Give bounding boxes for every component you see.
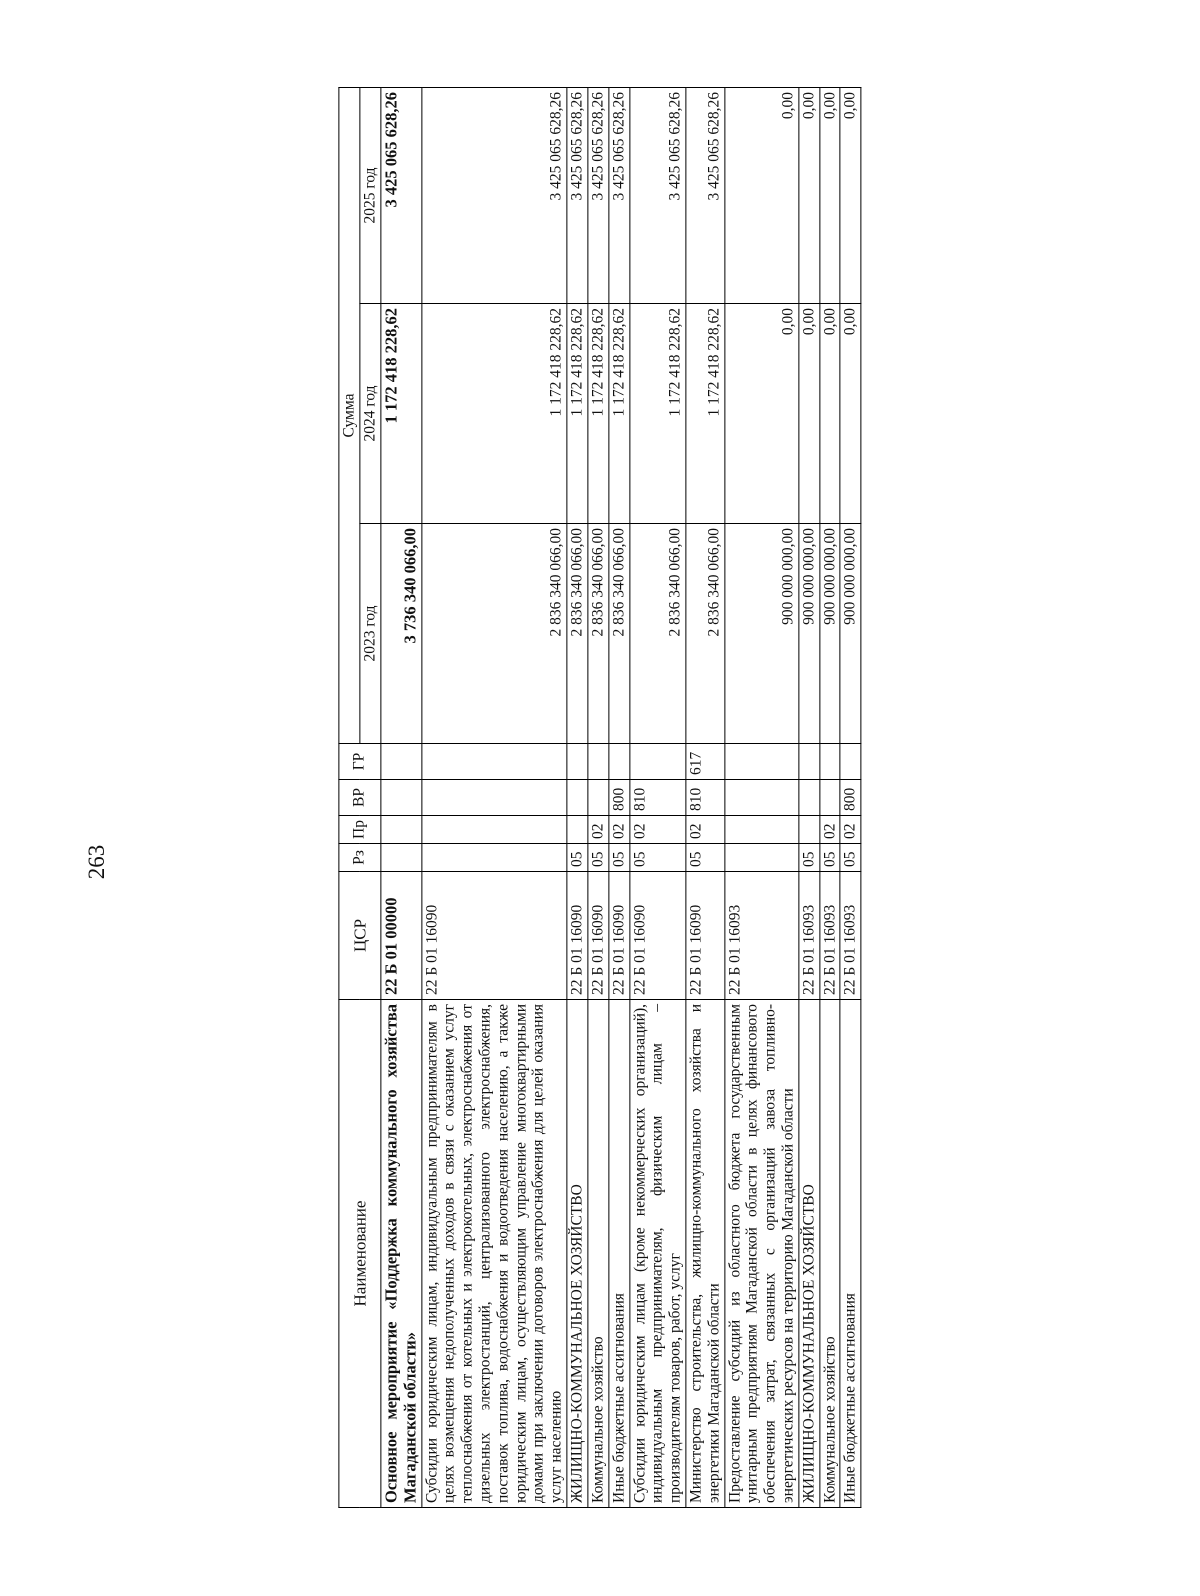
- header-name: Наименование: [339, 1000, 381, 1508]
- row-sum-2024: 1 172 418 228,62: [629, 304, 685, 524]
- row-gr: [724, 744, 798, 780]
- table-row: [629, 87, 685, 1507]
- row-pr: [567, 816, 588, 844]
- row-name: Министерство строительства, жилищно-коммунального хозяйства и энергетики Магаданской области: [686, 1000, 725, 1508]
- row-sum-2023: 2 836 340 066,00: [421, 524, 567, 744]
- header-gr: ГР: [339, 744, 381, 780]
- header-year-2024: 2024 год: [360, 304, 381, 524]
- row-gr: [820, 744, 841, 780]
- row-gr: [840, 744, 861, 780]
- table-row: [724, 87, 798, 1507]
- row-gr: [588, 744, 609, 780]
- row-csr: 22 Б 01 16090: [567, 872, 588, 1000]
- row-vr: [724, 780, 798, 816]
- row-vr: 810: [686, 780, 725, 816]
- row-sum-2023: 900 000 000,00: [724, 524, 798, 744]
- row-vr: [799, 780, 820, 816]
- row-rz: [421, 844, 567, 872]
- row-name: Иные бюджетные ассигнования: [609, 1000, 630, 1508]
- header-year-2025: 2025 год: [360, 87, 381, 303]
- row-csr: 22 Б 01 16090: [609, 872, 630, 1000]
- row-rz: 05: [588, 844, 609, 872]
- row-pr: [799, 816, 820, 844]
- row-sum-2023: 2 836 340 066,00: [588, 524, 609, 744]
- row-rz: 05: [840, 844, 861, 872]
- row-sum-2024: 1 172 418 228,62: [588, 304, 609, 524]
- row-rz: 05: [609, 844, 630, 872]
- table-row: [840, 87, 861, 1507]
- row-vr: [820, 780, 841, 816]
- row-sum-2025: 3 425 065 628,26: [588, 87, 609, 303]
- row-sum-2024: 1 172 418 228,62: [686, 304, 725, 524]
- row-rz: 05: [686, 844, 725, 872]
- header-sum: Сумма: [339, 87, 360, 743]
- row-sum-2024: 1 172 418 228,62: [567, 304, 588, 524]
- row-gr: [567, 744, 588, 780]
- row-vr: [421, 780, 567, 816]
- row-pr: 02: [686, 816, 725, 844]
- row-sum-2025: 3 425 065 628,26: [609, 87, 630, 303]
- row-name: Субсидии юридическим лицам, индивидуальным предпринимателям в целях возмещения недополученных доходов в связи с оказанием услуг теплоснабжения от котельных и электрокотельных, электроснабжения от дизельных электростанций, централизованного электроснабжения, поставок топлива, водоснабжения и водоотведения населению, а также юридическим лицам, осуществляющим управление многоквартирными домами при заключении договоров электроснабжения для целей оказания услуг населению: [421, 1000, 567, 1508]
- row-csr: 22 Б 01 16093: [820, 872, 841, 1000]
- row-rz: 05: [629, 844, 685, 872]
- row-gr: [799, 744, 820, 780]
- row-csr: 22 Б 01 16093: [799, 872, 820, 1000]
- row-sum-2023: 2 836 340 066,00: [686, 524, 725, 744]
- row-pr: 02: [588, 816, 609, 844]
- row-gr: [381, 744, 422, 780]
- row-csr: 22 Б 01 16090: [588, 872, 609, 1000]
- row-vr: [381, 780, 422, 816]
- row-sum-2025: 3 425 065 628,26: [381, 87, 422, 303]
- row-csr: 22 Б 01 16090: [686, 872, 725, 1000]
- row-rz: 05: [567, 844, 588, 872]
- row-sum-2025: 3 425 065 628,26: [686, 87, 725, 303]
- row-vr: 810: [629, 780, 685, 816]
- row-sum-2025: 3 425 065 628,26: [629, 87, 685, 303]
- row-pr: [724, 816, 798, 844]
- row-vr: 800: [840, 780, 861, 816]
- row-sum-2024: 1 172 418 228,62: [421, 304, 567, 524]
- header-year-2023: 2023 год: [360, 524, 381, 744]
- row-name: Предоставление субсидий из областного бюджета государственным унитарным предприятиям Магаданской области в целях финансового обеспечения затрат, связанных с организаций завоза топливно-энергетических ресурсов на территорию Магаданской области: [724, 1000, 798, 1508]
- row-vr: 800: [609, 780, 630, 816]
- row-sum-2025: 3 425 065 628,26: [421, 87, 567, 303]
- row-sum-2023: 2 836 340 066,00: [567, 524, 588, 744]
- row-sum-2023: 900 000 000,00: [840, 524, 861, 744]
- row-csr: 22 Б 01 16093: [840, 872, 861, 1000]
- row-sum-2024: 1 172 418 228,62: [609, 304, 630, 524]
- row-name: Коммунальное хозяйство: [588, 1000, 609, 1508]
- table-row: [686, 87, 725, 1507]
- table-row: [567, 87, 588, 1507]
- table-row: [799, 87, 820, 1507]
- row-name: Иные бюджетные ассигнования: [840, 1000, 861, 1508]
- header-pr: Пр: [339, 816, 381, 844]
- row-name: Основное мероприятие «Поддержка коммунального хозяйства Магаданской области»: [381, 1000, 422, 1508]
- row-pr: [381, 816, 422, 844]
- row-sum-2024: 1 172 418 228,62: [381, 304, 422, 524]
- row-csr: 22 Б 01 16090: [421, 872, 567, 1000]
- table-row: [820, 87, 841, 1507]
- header-row-1: [339, 87, 360, 1507]
- row-pr: 02: [629, 816, 685, 844]
- row-rz: 05: [820, 844, 841, 872]
- row-rz: 05: [799, 844, 820, 872]
- row-csr: 22 Б 01 16090: [629, 872, 685, 1000]
- budget-table: [338, 87, 861, 1508]
- row-sum-2025: 3 425 065 628,26: [567, 87, 588, 303]
- row-sum-2024: 0,00: [724, 304, 798, 524]
- table-row: [609, 87, 630, 1507]
- row-sum-2025: 0,00: [840, 87, 861, 303]
- row-sum-2023: 2 836 340 066,00: [609, 524, 630, 744]
- table-row: [421, 87, 567, 1507]
- row-name: ЖИЛИЩНО-КОММУНАЛЬНОЕ ХОЗЯЙСТВО: [799, 1000, 820, 1508]
- row-name: Коммунальное хозяйство: [820, 1000, 841, 1508]
- page-number: 263: [84, 844, 109, 880]
- row-sum-2023: 3 736 340 066,00: [381, 524, 422, 744]
- row-sum-2023: 2 836 340 066,00: [629, 524, 685, 744]
- row-name: Субсидии юридическим лицам (кроме некоммерческих организаций), индивидуальным предпринимателям, физическим лицам – производителям товаров, работ, услуг: [629, 1000, 685, 1508]
- table-row: [381, 87, 422, 1507]
- row-gr: [629, 744, 685, 780]
- rotated-table-container: [338, 88, 861, 1508]
- row-gr: 617: [686, 744, 725, 780]
- row-sum-2024: 0,00: [799, 304, 820, 524]
- row-csr: 22 Б 01 16093: [724, 872, 798, 1000]
- row-vr: [567, 780, 588, 816]
- row-sum-2025: 0,00: [820, 87, 841, 303]
- row-rz: [381, 844, 422, 872]
- row-sum-2024: 0,00: [820, 304, 841, 524]
- header-rz: Рз: [339, 844, 381, 872]
- row-pr: 02: [820, 816, 841, 844]
- row-sum-2024: 0,00: [840, 304, 861, 524]
- row-sum-2025: 0,00: [799, 87, 820, 303]
- row-sum-2025: 0,00: [724, 87, 798, 303]
- row-sum-2023: 900 000 000,00: [799, 524, 820, 744]
- row-gr: [609, 744, 630, 780]
- row-rz: [724, 844, 798, 872]
- row-pr: 02: [840, 816, 861, 844]
- table-row: [588, 87, 609, 1507]
- row-pr: [421, 816, 567, 844]
- row-csr: 22 Б 01 00000: [381, 872, 422, 1000]
- row-vr: [588, 780, 609, 816]
- row-pr: 02: [609, 816, 630, 844]
- row-name: ЖИЛИЩНО-КОММУНАЛЬНОЕ ХОЗЯЙСТВО: [567, 1000, 588, 1508]
- header-vr: ВР: [339, 780, 381, 816]
- header-csr: ЦСР: [339, 872, 381, 1000]
- row-sum-2023: 900 000 000,00: [820, 524, 841, 744]
- row-gr: [421, 744, 567, 780]
